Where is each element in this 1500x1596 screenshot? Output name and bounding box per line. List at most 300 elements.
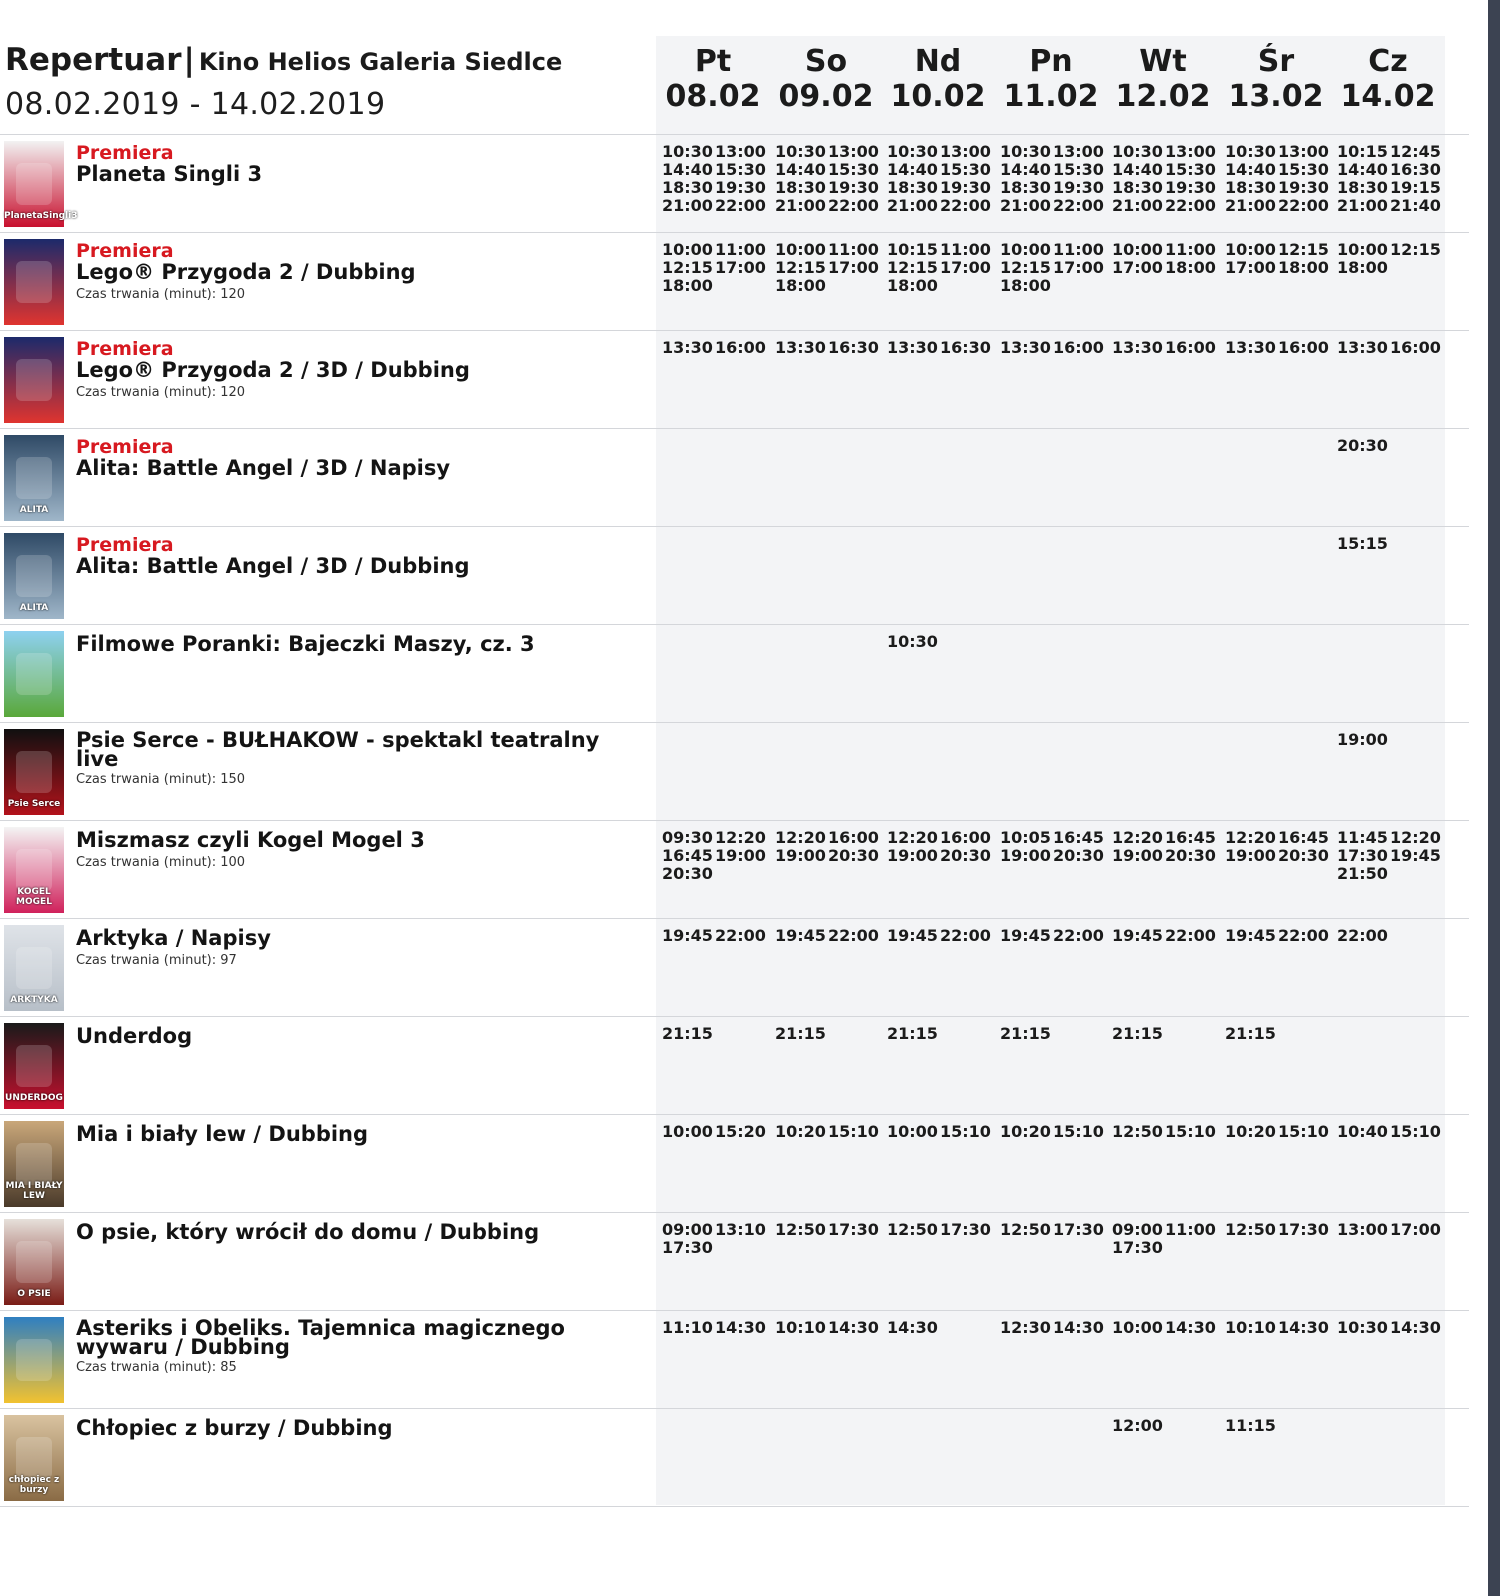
showtime-link[interactable]: 16:00 <box>1165 338 1216 357</box>
showtime-link[interactable]: 10:30 <box>1000 142 1051 161</box>
showtime-link[interactable]: 19:00 <box>775 846 826 865</box>
day-name: Śr <box>1257 44 1295 79</box>
movie-poster[interactable] <box>4 533 64 619</box>
showtime-link[interactable]: 21:15 <box>1112 1024 1163 1043</box>
schedule-table <box>0 36 1469 1507</box>
showtime-link[interactable]: 21:00 <box>1337 196 1388 215</box>
showtime-link[interactable]: 19:00 <box>1112 846 1163 865</box>
movie-title[interactable]: Planeta Singli 3 <box>76 162 263 186</box>
movie-duration: Czas trwania (minut): 85 <box>76 1360 237 1375</box>
showtime-link[interactable]: 10:40 <box>1337 1122 1388 1141</box>
date-range: 08.02.2019 - 14.02.2019 <box>5 87 386 122</box>
showtime-link[interactable]: 16:00 <box>940 828 991 847</box>
movie-poster[interactable] <box>4 925 64 1011</box>
showtime-link[interactable]: 19:30 <box>1165 178 1216 197</box>
showtime-link[interactable]: 20:30 <box>828 846 879 865</box>
showtime-link[interactable]: 19:30 <box>715 178 766 197</box>
showtimes-cell <box>1112 1025 1222 1043</box>
movie-title[interactable]: Lego® Przygoda 2 / 3D / Dubbing <box>76 358 470 382</box>
showtime-link[interactable]: 19:00 <box>1337 730 1388 749</box>
day-date: 11.02 <box>1003 79 1099 114</box>
showtime-link[interactable]: 19:00 <box>715 846 766 865</box>
showtime-link[interactable]: 13:10 <box>715 1220 766 1239</box>
showtime-link[interactable]: 19:00 <box>1225 846 1276 865</box>
showtime-link[interactable]: 17:00 <box>1390 1220 1441 1239</box>
title-separator: | <box>183 42 195 78</box>
movie-title[interactable]: Filmowe Poranki: Bajeczki Maszy, cz. 3 <box>76 632 535 656</box>
showtime-link[interactable]: 17:00 <box>1053 258 1104 277</box>
showtime-link[interactable]: 21:00 <box>1112 196 1163 215</box>
showtimes-cell <box>1337 927 1447 945</box>
movie-poster[interactable] <box>4 1121 64 1207</box>
showtimes-cell <box>1337 1221 1447 1239</box>
showtime-link[interactable]: 14:30 <box>1053 1318 1104 1337</box>
showtime-link[interactable]: 17:30 <box>1112 1238 1163 1257</box>
movie-info <box>76 728 646 787</box>
showtime-link[interactable]: 10:30 <box>887 142 938 161</box>
showtime-link[interactable]: 09:30 <box>662 828 713 847</box>
schedule-header <box>0 36 1469 135</box>
showtimes-cell <box>662 1319 772 1337</box>
showtime-link[interactable]: 10:30 <box>887 632 938 651</box>
showtime-link[interactable]: 13:00 <box>828 142 879 161</box>
page-title <box>5 42 562 78</box>
showtime-link[interactable]: 17:30 <box>662 1238 713 1257</box>
showtime-link[interactable]: 14:40 <box>1337 160 1388 179</box>
movie-title[interactable]: Underdog <box>76 1024 193 1048</box>
showtime-link[interactable]: 09:00 <box>1112 1220 1163 1239</box>
showtime-link[interactable]: 12:20 <box>1112 828 1163 847</box>
showtimes-cell <box>1337 535 1447 553</box>
showtime-link[interactable]: 12:15 <box>1000 258 1051 277</box>
showtime-link[interactable]: 20:30 <box>1337 436 1388 455</box>
showtime-link[interactable]: 15:30 <box>940 160 991 179</box>
showtime-link[interactable]: 19:45 <box>887 926 938 945</box>
showtime-link[interactable]: 14:40 <box>775 160 826 179</box>
showtime-link[interactable]: 10:00 <box>887 1122 938 1141</box>
showtime-link[interactable]: 21:15 <box>775 1024 826 1043</box>
showtime-link[interactable]: 13:00 <box>1278 142 1329 161</box>
movie-title[interactable]: Chłopiec z burzy / Dubbing <box>76 1416 393 1440</box>
showtime-link[interactable]: 14:30 <box>715 1318 766 1337</box>
showtime-link[interactable]: 13:30 <box>1112 338 1163 357</box>
movie-title[interactable]: Mia i biały lew / Dubbing <box>76 1122 369 1146</box>
showtime-link[interactable]: 19:00 <box>887 846 938 865</box>
showtime-link[interactable]: 17:00 <box>940 258 991 277</box>
showtimes-cell <box>775 927 885 945</box>
showtime-link[interactable]: 12:00 <box>1112 1416 1163 1435</box>
showtime-link[interactable]: 21:00 <box>1225 196 1276 215</box>
day-date: 09.02 <box>778 79 874 114</box>
showtimes-cell <box>1225 927 1335 945</box>
showtime-link[interactable]: 14:30 <box>828 1318 879 1337</box>
showtime-link[interactable]: 20:30 <box>1278 846 1329 865</box>
premiere-badge: Premiera <box>76 338 174 360</box>
showtimes-cell <box>662 1123 772 1141</box>
showtime-link[interactable]: 12:20 <box>887 828 938 847</box>
showtime-link[interactable]: 16:00 <box>1278 338 1329 357</box>
showtime-link[interactable]: 13:00 <box>940 142 991 161</box>
showtime-link[interactable]: 14:30 <box>1390 1318 1441 1337</box>
showtime-link[interactable]: 22:00 <box>1278 196 1329 215</box>
showtime-link[interactable]: 19:30 <box>940 178 991 197</box>
showtime-link[interactable]: 10:15 <box>1337 142 1388 161</box>
showtime-link[interactable]: 22:00 <box>1165 196 1216 215</box>
showtime-link[interactable]: 17:00 <box>1225 258 1276 277</box>
cinema-name: Kino Helios Galeria Siedlce <box>198 48 563 76</box>
showtime-link[interactable]: 18:30 <box>1225 178 1276 197</box>
showtime-link[interactable]: 10:30 <box>1112 142 1163 161</box>
showtime-link[interactable]: 18:30 <box>1112 178 1163 197</box>
showtime-link[interactable]: 22:00 <box>828 926 879 945</box>
showtime-link[interactable]: 16:00 <box>828 828 879 847</box>
poster-text: ALITA <box>19 603 49 613</box>
showtime-link[interactable]: 15:20 <box>715 1122 766 1141</box>
showtime-link[interactable]: 12:50 <box>1112 1122 1163 1141</box>
showtime-link[interactable]: 10:20 <box>1000 1122 1051 1141</box>
showtime-link[interactable]: 22:00 <box>1278 926 1329 945</box>
showtime-link[interactable]: 11:00 <box>1165 1220 1216 1239</box>
movie-info <box>76 143 646 186</box>
movie-title[interactable]: Arktyka / Napisy <box>76 926 271 950</box>
showtimes-cell <box>1225 829 1335 865</box>
showtime-link[interactable]: 13:30 <box>887 338 938 357</box>
movie-info <box>76 535 646 578</box>
showtimes-cell <box>887 143 997 215</box>
showtime-link[interactable]: 19:45 <box>1000 926 1051 945</box>
showtime-link[interactable]: 22:00 <box>715 196 766 215</box>
showtime-link[interactable]: 13:00 <box>1053 142 1104 161</box>
showtime-link[interactable]: 15:10 <box>828 1122 879 1141</box>
poster-text: MIA I BIAŁY LEW <box>5 1181 63 1201</box>
showtime-link[interactable]: 10:00 <box>775 240 826 259</box>
movie-row <box>0 1311 1469 1409</box>
showtime-link[interactable]: 19:15 <box>1390 178 1441 197</box>
showtime-link[interactable]: 14:40 <box>1000 160 1051 179</box>
showtime-link[interactable]: 11:00 <box>1165 240 1216 259</box>
movie-poster[interactable] <box>4 1219 64 1305</box>
showtime-link[interactable]: 19:45 <box>662 926 713 945</box>
showtime-link[interactable]: 19:00 <box>1000 846 1051 865</box>
showtime-link[interactable]: 18:30 <box>775 178 826 197</box>
showtime-link[interactable]: 15:30 <box>715 160 766 179</box>
poster-text: chłopiec z burzy <box>8 1475 60 1495</box>
showtime-link[interactable]: 22:00 <box>828 196 879 215</box>
showtime-link[interactable]: 18:00 <box>1165 258 1216 277</box>
movie-info <box>76 1025 646 1048</box>
movie-info <box>76 1417 646 1440</box>
showtime-link[interactable]: 22:00 <box>1337 926 1388 945</box>
showtime-link[interactable]: 16:00 <box>715 338 766 357</box>
showtime-link[interactable]: 12:50 <box>887 1220 938 1239</box>
premiere-badge: Premiera <box>76 436 174 458</box>
movie-poster[interactable] <box>4 239 64 325</box>
showtimes-cell <box>775 1025 885 1043</box>
showtimes-cell <box>1112 1123 1222 1141</box>
showtimes-cell <box>1112 1319 1222 1337</box>
day-header[interactable] <box>994 36 1108 134</box>
movie-poster[interactable] <box>4 1023 64 1109</box>
showtime-link[interactable]: 11:00 <box>828 240 879 259</box>
showtime-link[interactable]: 13:30 <box>662 338 713 357</box>
movie-duration: Czas trwania (minut): 97 <box>76 953 237 968</box>
showtime-link[interactable]: 10:00 <box>1112 240 1163 259</box>
movie-poster[interactable] <box>4 631 64 717</box>
showtime-link[interactable]: 12:15 <box>1390 240 1441 259</box>
showtime-link[interactable]: 18:00 <box>775 276 826 295</box>
showtime-link[interactable]: 20:30 <box>662 864 713 883</box>
showtime-link[interactable]: 14:30 <box>887 1318 938 1337</box>
showtime-link[interactable]: 18:30 <box>1337 178 1388 197</box>
showtimes-cell <box>1337 143 1447 215</box>
showtime-link[interactable]: 15:10 <box>940 1122 991 1141</box>
showtime-link[interactable]: 15:30 <box>1165 160 1216 179</box>
showtime-link[interactable]: 10:30 <box>1337 1318 1388 1337</box>
poster-text: ARKTYKA <box>10 995 58 1005</box>
showtime-link[interactable]: 20:30 <box>1165 846 1216 865</box>
showtime-link[interactable]: 14:40 <box>1112 160 1163 179</box>
movie-row <box>0 1409 1469 1507</box>
showtime-link[interactable]: 19:45 <box>775 926 826 945</box>
showtime-link[interactable]: 13:00 <box>1337 1220 1388 1239</box>
showtime-link[interactable]: 22:00 <box>1165 926 1216 945</box>
showtime-link[interactable]: 10:00 <box>1225 240 1276 259</box>
movie-title[interactable]: Lego® Przygoda 2 / Dubbing <box>76 260 416 284</box>
showtime-link[interactable]: 15:10 <box>1053 1122 1104 1141</box>
showtime-link[interactable]: 12:50 <box>1000 1220 1051 1239</box>
day-header[interactable] <box>881 36 995 134</box>
movie-poster[interactable] <box>4 1415 64 1501</box>
movie-poster[interactable] <box>4 337 64 423</box>
showtime-link[interactable]: 19:30 <box>1053 178 1104 197</box>
showtime-link[interactable]: 18:00 <box>662 276 713 295</box>
showtime-link[interactable]: 22:00 <box>1053 926 1104 945</box>
showtime-link[interactable]: 12:15 <box>775 258 826 277</box>
showtimes-cell <box>1112 339 1222 357</box>
showtime-link[interactable]: 16:45 <box>1165 828 1216 847</box>
showtime-link[interactable]: 21:15 <box>887 1024 938 1043</box>
showtime-link[interactable]: 11:15 <box>1225 1416 1276 1435</box>
showtime-link[interactable]: 12:15 <box>1278 240 1329 259</box>
showtime-link[interactable]: 14:30 <box>1278 1318 1329 1337</box>
showtime-link[interactable]: 10:30 <box>1225 142 1276 161</box>
showtimes-cell <box>887 1025 997 1043</box>
showtime-link[interactable]: 10:10 <box>1225 1318 1276 1337</box>
showtime-link[interactable]: 18:00 <box>1278 258 1329 277</box>
showtime-link[interactable]: 13:30 <box>775 338 826 357</box>
showtime-link[interactable]: 18:30 <box>662 178 713 197</box>
day-date: 10.02 <box>890 79 986 114</box>
showtime-link[interactable]: 18:30 <box>887 178 938 197</box>
movie-title[interactable]: O psie, który wrócił do domu / Dubbing <box>76 1220 540 1244</box>
showtime-link[interactable]: 16:30 <box>828 338 879 357</box>
showtime-link[interactable]: 11:00 <box>1053 240 1104 259</box>
day-header[interactable] <box>1106 36 1220 134</box>
showtimes-cell <box>887 1221 997 1239</box>
showtime-link[interactable]: 22:00 <box>715 926 766 945</box>
movie-title[interactable]: Miszmasz czyli Kogel Mogel 3 <box>76 828 425 852</box>
showtime-link[interactable]: 17:30 <box>828 1220 879 1239</box>
showtime-link[interactable]: 12:45 <box>1390 142 1441 161</box>
day-header[interactable] <box>1331 36 1445 134</box>
movie-info <box>76 1221 646 1244</box>
showtime-link[interactable]: 12:15 <box>887 258 938 277</box>
movie-row <box>0 1115 1469 1213</box>
showtime-link[interactable]: 21:00 <box>1000 196 1051 215</box>
poster-art <box>4 1317 64 1403</box>
showtime-link[interactable]: 16:30 <box>1390 160 1441 179</box>
showtime-link[interactable]: 17:00 <box>1112 258 1163 277</box>
showtimes-cell <box>775 1221 885 1239</box>
showtime-link[interactable]: 17:30 <box>1337 846 1388 865</box>
showtime-link[interactable]: 15:30 <box>1053 160 1104 179</box>
showtime-link[interactable]: 16:30 <box>940 338 991 357</box>
showtime-link[interactable]: 11:00 <box>715 240 766 259</box>
showtime-link[interactable]: 20:30 <box>940 846 991 865</box>
showtime-link[interactable]: 15:30 <box>828 160 879 179</box>
window-edge-bar <box>1488 0 1500 1596</box>
showtime-link[interactable]: 12:20 <box>715 828 766 847</box>
showtime-link[interactable]: 21:00 <box>775 196 826 215</box>
showtimes-cell <box>1225 241 1335 277</box>
showtimes-cell <box>775 829 885 865</box>
movie-info <box>76 437 646 480</box>
movie-title[interactable]: Alita: Battle Angel / 3D / Dubbing <box>76 554 470 578</box>
movie-title[interactable]: Alita: Battle Angel / 3D / Napisy <box>76 456 451 480</box>
day-header[interactable] <box>656 36 770 134</box>
showtimes-cell <box>662 143 772 215</box>
day-name: Pn <box>1029 44 1073 79</box>
showtime-link[interactable]: 10:00 <box>662 1122 713 1141</box>
showtimes-cell <box>1000 241 1110 295</box>
showtime-link[interactable]: 18:00 <box>887 276 938 295</box>
showtime-link[interactable]: 18:00 <box>1000 276 1051 295</box>
showtime-link[interactable]: 18:30 <box>1000 178 1051 197</box>
movie-poster[interactable] <box>4 141 78 227</box>
showtime-link[interactable]: 11:10 <box>662 1318 713 1337</box>
showtime-link[interactable]: 14:30 <box>1165 1318 1216 1337</box>
showtime-link[interactable]: 14:40 <box>662 160 713 179</box>
day-name: Wt <box>1139 44 1187 79</box>
showtime-link[interactable]: 22:00 <box>940 196 991 215</box>
showtime-link[interactable]: 13:00 <box>715 142 766 161</box>
showtime-link[interactable]: 21:00 <box>887 196 938 215</box>
showtime-link[interactable]: 12:30 <box>1000 1318 1051 1337</box>
showtime-link[interactable]: 12:50 <box>775 1220 826 1239</box>
movie-title[interactable]: Psie Serce - BUŁHAKOW - spektakl teatralny live <box>76 728 600 771</box>
showtime-link[interactable]: 12:15 <box>662 258 713 277</box>
showtime-link[interactable]: 10:05 <box>1000 828 1051 847</box>
showtime-link[interactable]: 12:20 <box>1390 828 1441 847</box>
showtime-link[interactable]: 15:10 <box>1390 1122 1441 1141</box>
showtime-link[interactable]: 21:50 <box>1337 864 1388 883</box>
showtime-link[interactable]: 10:30 <box>662 142 713 161</box>
showtime-link[interactable]: 11:00 <box>940 240 991 259</box>
movie-row <box>0 135 1469 233</box>
movie-poster[interactable] <box>4 729 64 815</box>
showtime-link[interactable]: 10:00 <box>662 240 713 259</box>
showtime-link[interactable]: 12:50 <box>1225 1220 1276 1239</box>
showtime-link[interactable]: 10:00 <box>1112 1318 1163 1337</box>
showtime-link[interactable]: 13:00 <box>1165 142 1216 161</box>
showtime-link[interactable]: 15:30 <box>1278 160 1329 179</box>
showtime-link[interactable]: 12:20 <box>1225 828 1276 847</box>
showtime-link[interactable]: 19:45 <box>1225 926 1276 945</box>
showtime-link[interactable]: 22:00 <box>1053 196 1104 215</box>
showtimes-cell <box>1000 1123 1110 1141</box>
showtime-link[interactable]: 20:30 <box>1053 846 1104 865</box>
showtime-link[interactable]: 13:30 <box>1000 338 1051 357</box>
showtime-link[interactable]: 21:40 <box>1390 196 1441 215</box>
showtime-link[interactable]: 10:10 <box>775 1318 826 1337</box>
showtime-link[interactable]: 21:15 <box>662 1024 713 1043</box>
showtime-link[interactable]: 21:15 <box>1000 1024 1051 1043</box>
showtime-link[interactable]: 18:00 <box>1337 258 1388 277</box>
showtime-link[interactable]: 19:30 <box>828 178 879 197</box>
showtime-link[interactable]: 21:00 <box>662 196 713 215</box>
showtime-link[interactable]: 13:30 <box>1337 338 1388 357</box>
showtime-link[interactable]: 17:00 <box>828 258 879 277</box>
showtime-link[interactable]: 16:00 <box>1053 338 1104 357</box>
showtime-link[interactable]: 09:00 <box>662 1220 713 1239</box>
showtime-link[interactable]: 14:40 <box>887 160 938 179</box>
showtime-link[interactable]: 10:20 <box>1225 1122 1276 1141</box>
showtime-link[interactable]: 16:45 <box>1278 828 1329 847</box>
showtime-link[interactable]: 11:45 <box>1337 828 1388 847</box>
showtime-link[interactable]: 17:30 <box>940 1220 991 1239</box>
showtime-link[interactable]: 22:00 <box>940 926 991 945</box>
showtimes-cell <box>1112 241 1222 277</box>
showtime-link[interactable]: 17:30 <box>1053 1220 1104 1239</box>
movie-duration: Czas trwania (minut): 120 <box>76 385 246 400</box>
showtime-link[interactable]: 15:10 <box>1165 1122 1216 1141</box>
showtime-link[interactable]: 10:00 <box>1337 240 1388 259</box>
poster-text: KOGEL MOGEL <box>16 887 52 907</box>
showtimes-cell <box>1337 339 1447 357</box>
day-header[interactable] <box>769 36 883 134</box>
movie-title[interactable]: Asteriks i Obeliks. Tajemnica magicznego wywaru / Dubbing <box>76 1316 565 1359</box>
showtimes-cell <box>1337 1319 1447 1337</box>
showtime-link[interactable]: 16:45 <box>1053 828 1104 847</box>
showtime-link[interactable]: 19:45 <box>1390 846 1441 865</box>
showtime-link[interactable]: 16:00 <box>1390 338 1441 357</box>
showtime-link[interactable]: 17:00 <box>715 258 766 277</box>
showtime-link[interactable]: 15:15 <box>1337 534 1388 553</box>
showtime-link[interactable]: 21:15 <box>1225 1024 1276 1043</box>
showtime-link[interactable]: 10:30 <box>775 142 826 161</box>
showtime-link[interactable]: 17:30 <box>1278 1220 1329 1239</box>
movie-row <box>0 821 1469 919</box>
movie-poster[interactable] <box>4 1317 64 1403</box>
day-header[interactable] <box>1219 36 1333 134</box>
showtimes-cell <box>1225 143 1335 215</box>
showtime-link[interactable]: 19:30 <box>1278 178 1329 197</box>
showtime-link[interactable]: 16:45 <box>662 846 713 865</box>
showtimes-cell <box>662 1025 772 1043</box>
showtime-link[interactable]: 10:20 <box>775 1122 826 1141</box>
day-date: 14.02 <box>1340 79 1436 114</box>
showtime-link[interactable]: 10:00 <box>1000 240 1051 259</box>
showtime-link[interactable]: 15:10 <box>1278 1122 1329 1141</box>
showtime-link[interactable]: 13:30 <box>1225 338 1276 357</box>
showtime-link[interactable]: 19:45 <box>1112 926 1163 945</box>
movie-poster[interactable] <box>4 827 64 913</box>
movie-row <box>0 625 1469 723</box>
showtime-link[interactable]: 14:40 <box>1225 160 1276 179</box>
showtime-link[interactable]: 12:20 <box>775 828 826 847</box>
showtime-link[interactable]: 10:15 <box>887 240 938 259</box>
movie-poster[interactable] <box>4 435 64 521</box>
